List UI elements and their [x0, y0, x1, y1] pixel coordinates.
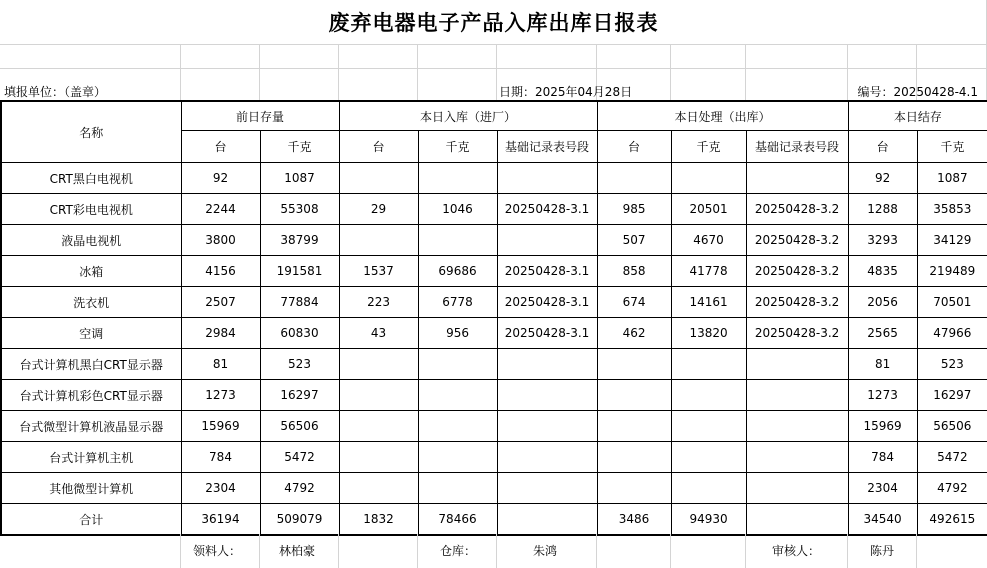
cell-out-record	[746, 380, 848, 411]
cell-in-kg: 69686	[418, 256, 497, 287]
cell-prev-kg: 191581	[260, 256, 339, 287]
cell-prev-kg: 38799	[260, 225, 339, 256]
cell-in-count	[339, 442, 418, 473]
cell-close-count: 1288	[848, 194, 917, 225]
cell-prev-kg: 5472	[260, 442, 339, 473]
reviewer-name: 陈丹	[870, 544, 895, 558]
header-inbound: 本日入库（进厂）	[339, 101, 597, 131]
cell-prev-kg: 77884	[260, 287, 339, 318]
grid-line	[417, 44, 418, 100]
cell-prev-count: 2244	[181, 194, 260, 225]
grid-line	[259, 534, 260, 568]
grid-line	[916, 534, 917, 568]
cell-in-record	[497, 473, 597, 504]
cell-in-record	[497, 442, 597, 473]
grid-line	[180, 44, 181, 100]
grid-line	[338, 44, 339, 100]
table-row	[1, 287, 987, 318]
total-close-count: 34540	[848, 504, 917, 536]
total-row	[1, 504, 987, 536]
item-name: 其他微型计算机	[1, 473, 181, 504]
cell-close-count: 1273	[848, 380, 917, 411]
item-name: 冰箱	[1, 256, 181, 287]
cell-prev-kg: 523	[260, 349, 339, 380]
item-name: 洗衣机	[1, 287, 181, 318]
cell-close-count: 2304	[848, 473, 917, 504]
cell-out-count	[597, 380, 671, 411]
cell-out-count	[597, 442, 671, 473]
cell-prev-count: 2304	[181, 473, 260, 504]
grid-line	[670, 534, 671, 568]
total-in-record	[497, 504, 597, 536]
cell-in-kg	[418, 163, 497, 194]
subheader-count: 台	[848, 131, 917, 163]
cell-prev-count: 81	[181, 349, 260, 380]
subheader-kg: 千克	[260, 131, 339, 163]
total-prev-kg: 509079	[260, 504, 339, 536]
cell-close-kg: 47966	[917, 318, 987, 349]
cell-in-count: 29	[339, 194, 418, 225]
item-name: 液晶电视机	[1, 225, 181, 256]
subheader-kg: 千克	[671, 131, 746, 163]
cell-in-kg	[418, 225, 497, 256]
cell-out-kg: 13820	[671, 318, 746, 349]
cell-in-kg	[418, 411, 497, 442]
cell-prev-count: 4156	[181, 256, 260, 287]
cell-close-kg: 523	[917, 349, 987, 380]
cell-close-kg: 1087	[917, 163, 987, 194]
cell-prev-kg: 4792	[260, 473, 339, 504]
cell-close-kg: 35853	[917, 194, 987, 225]
table-row	[1, 411, 987, 442]
total-label: 合计	[1, 504, 181, 536]
table-body	[1, 163, 987, 504]
subheader-kg: 千克	[418, 131, 497, 163]
total-out-record	[746, 504, 848, 536]
cell-in-count: 223	[339, 287, 418, 318]
table-row	[1, 194, 987, 225]
total-in-count: 1832	[339, 504, 418, 536]
report-number: 编号：20250428-4.1	[857, 85, 978, 99]
cell-out-kg	[671, 163, 746, 194]
header-row	[1, 101, 987, 131]
cell-in-kg	[418, 349, 497, 380]
cell-out-record	[746, 163, 848, 194]
cell-out-record	[746, 442, 848, 473]
table-row	[1, 318, 987, 349]
warehouse-name: 朱鸿	[533, 544, 558, 558]
subheader-record-no: 基础记录表号段	[746, 131, 848, 163]
total-out-count: 3486	[597, 504, 671, 536]
subheader-record-no: 基础记录表号段	[497, 131, 597, 163]
cell-close-kg: 219489	[917, 256, 987, 287]
cell-in-kg	[418, 380, 497, 411]
receiver-name: 林柏豪	[279, 544, 316, 558]
cell-out-record: 20250428-3.2	[746, 194, 848, 225]
cell-in-record: 20250428-3.1	[497, 194, 597, 225]
grid-line	[496, 44, 497, 100]
total-out-kg: 94930	[671, 504, 746, 536]
cell-close-kg: 4792	[917, 473, 987, 504]
cell-close-count: 81	[848, 349, 917, 380]
cell-close-kg: 16297	[917, 380, 987, 411]
item-name: 台式计算机彩色CRT显示器	[1, 380, 181, 411]
cell-out-kg: 4670	[671, 225, 746, 256]
cell-out-count	[597, 473, 671, 504]
cell-in-record	[497, 349, 597, 380]
header-processed: 本日处理（出库）	[597, 101, 848, 131]
header-closing: 本日结存	[848, 101, 987, 131]
report-title: 废弃电器电子产品入库出库日报表	[328, 10, 659, 35]
cell-in-count	[339, 163, 418, 194]
cell-close-kg: 56506	[917, 411, 987, 442]
cell-out-count: 858	[597, 256, 671, 287]
grid-line	[847, 44, 848, 100]
cell-out-count: 507	[597, 225, 671, 256]
cell-out-kg	[671, 380, 746, 411]
cell-in-kg	[418, 442, 497, 473]
cell-out-record	[746, 411, 848, 442]
cell-prev-count: 2507	[181, 287, 260, 318]
cell-out-kg: 14161	[671, 287, 746, 318]
cell-prev-count: 15969	[181, 411, 260, 442]
cell-out-count: 462	[597, 318, 671, 349]
cell-close-count: 4835	[848, 256, 917, 287]
cell-in-count	[339, 411, 418, 442]
cell-close-count: 784	[848, 442, 917, 473]
cell-close-count: 92	[848, 163, 917, 194]
cell-in-count	[339, 380, 418, 411]
cell-out-record	[746, 349, 848, 380]
inventory-table	[0, 100, 987, 536]
grid-line	[180, 534, 181, 568]
cell-out-kg	[671, 349, 746, 380]
total-prev-count: 36194	[181, 504, 260, 536]
subheader-count: 台	[597, 131, 671, 163]
grid-line	[0, 68, 987, 69]
cell-in-record	[497, 225, 597, 256]
grid-line	[596, 534, 597, 568]
cell-out-count: 985	[597, 194, 671, 225]
grid-line	[0, 44, 987, 45]
cell-in-count: 43	[339, 318, 418, 349]
item-name: 台式计算机黑白CRT显示器	[1, 349, 181, 380]
subheader-count: 台	[339, 131, 418, 163]
total-in-kg: 78466	[418, 504, 497, 536]
item-name: 空调	[1, 318, 181, 349]
cell-in-kg: 1046	[418, 194, 497, 225]
total-close-kg: 492615	[917, 504, 987, 536]
report-date: 日期：2025年04月28日	[499, 85, 633, 99]
item-name: CRT彩电电视机	[1, 194, 181, 225]
cell-out-count	[597, 163, 671, 194]
cell-close-kg: 34129	[917, 225, 987, 256]
cell-out-record: 20250428-3.2	[746, 318, 848, 349]
cell-in-record: 20250428-3.1	[497, 318, 597, 349]
grid-line	[496, 534, 497, 568]
cell-in-record	[497, 163, 597, 194]
cell-in-record	[497, 411, 597, 442]
cell-prev-count: 2984	[181, 318, 260, 349]
cell-out-record	[746, 473, 848, 504]
grid-line	[259, 44, 260, 100]
subheader-kg: 千克	[917, 131, 987, 163]
cell-in-kg: 956	[418, 318, 497, 349]
cell-out-count: 674	[597, 287, 671, 318]
cell-in-kg: 6778	[418, 287, 497, 318]
cell-out-count	[597, 411, 671, 442]
warehouse-label: 仓库：	[440, 544, 477, 558]
subheader-count: 台	[181, 131, 260, 163]
cell-in-kg	[418, 473, 497, 504]
item-name: 台式微型计算机液晶显示器	[1, 411, 181, 442]
item-name: CRT黑白电视机	[1, 163, 181, 194]
cell-out-kg: 41778	[671, 256, 746, 287]
cell-close-count: 2056	[848, 287, 917, 318]
cell-prev-kg: 56506	[260, 411, 339, 442]
cell-out-record: 20250428-3.2	[746, 256, 848, 287]
header-name: 名称	[1, 101, 181, 163]
header-prev-stock: 前日存量	[181, 101, 339, 131]
cell-close-count: 15969	[848, 411, 917, 442]
table-row	[1, 473, 987, 504]
grid-line	[745, 534, 746, 568]
cell-in-record	[497, 380, 597, 411]
table-row	[1, 380, 987, 411]
cell-out-kg	[671, 411, 746, 442]
table-row	[1, 442, 987, 473]
cell-prev-kg: 1087	[260, 163, 339, 194]
table-row	[1, 349, 987, 380]
cell-close-kg: 70501	[917, 287, 987, 318]
cell-in-count	[339, 349, 418, 380]
grid-line	[670, 44, 671, 100]
cell-in-record: 20250428-3.1	[497, 287, 597, 318]
cell-in-count	[339, 225, 418, 256]
cell-out-count	[597, 349, 671, 380]
reviewer-label: 审核人：	[772, 544, 821, 558]
receiver-label: 领料人：	[193, 544, 242, 558]
signature-row	[0, 534, 987, 568]
cell-prev-count: 3800	[181, 225, 260, 256]
table-row	[1, 163, 987, 194]
cell-prev-kg: 55308	[260, 194, 339, 225]
cell-prev-count: 784	[181, 442, 260, 473]
cell-out-kg	[671, 442, 746, 473]
grid-line	[338, 534, 339, 568]
item-name: 台式计算机主机	[1, 442, 181, 473]
grid-line	[745, 44, 746, 100]
table-row	[1, 225, 987, 256]
cell-out-kg	[671, 473, 746, 504]
cell-in-count: 1537	[339, 256, 418, 287]
grid-line	[417, 534, 418, 568]
cell-prev-count: 1273	[181, 380, 260, 411]
cell-out-record: 20250428-3.2	[746, 225, 848, 256]
cell-close-kg: 5472	[917, 442, 987, 473]
cell-in-count	[339, 473, 418, 504]
reporting-unit-label: 填报单位：（盖章）	[4, 85, 107, 99]
cell-prev-count: 92	[181, 163, 260, 194]
cell-close-count: 2565	[848, 318, 917, 349]
grid-line	[847, 534, 848, 568]
cell-out-record: 20250428-3.2	[746, 287, 848, 318]
cell-close-count: 3293	[848, 225, 917, 256]
cell-prev-kg: 60830	[260, 318, 339, 349]
table-row	[1, 256, 987, 287]
cell-prev-kg: 16297	[260, 380, 339, 411]
cell-in-record: 20250428-3.1	[497, 256, 597, 287]
cell-out-kg: 20501	[671, 194, 746, 225]
